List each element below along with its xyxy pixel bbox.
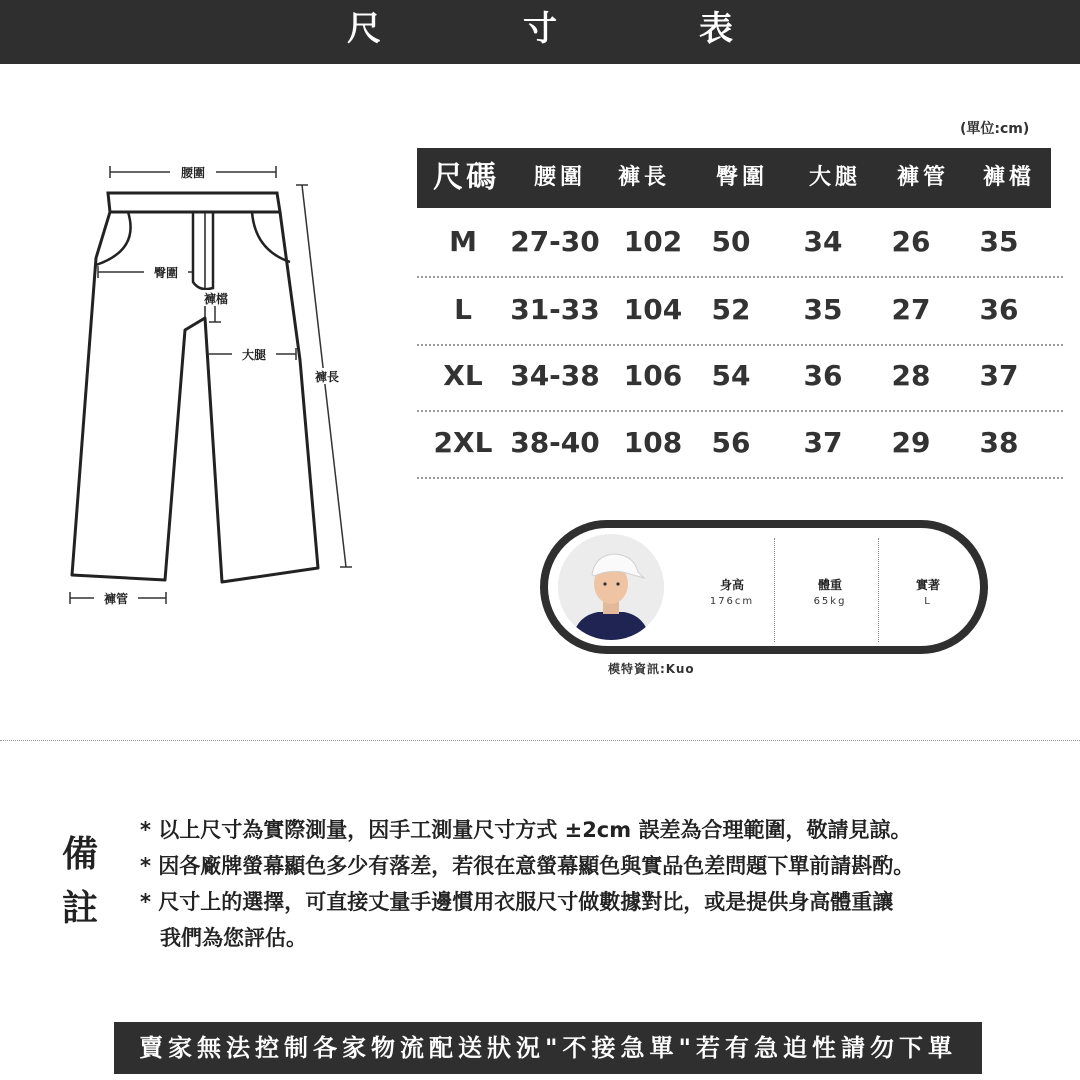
wearing-value: L [924, 596, 932, 607]
pants-outline [72, 212, 318, 582]
header-rise: 褲檔 [982, 165, 1035, 190]
cell-size: L [454, 293, 472, 326]
rise-label: 褲檔 [203, 292, 229, 306]
table-row [417, 210, 1063, 278]
cell-rise: 35 [979, 225, 1019, 258]
cell-length: 108 [623, 426, 683, 459]
cell-thigh: 35 [803, 293, 843, 326]
thigh-label: 大腿 [241, 348, 267, 362]
pants-diagram [0, 150, 400, 620]
pants-waistband [108, 193, 280, 212]
table-row [417, 411, 1063, 479]
notes-label-line2: 註 [62, 888, 99, 929]
cell-rise: 38 [979, 426, 1019, 459]
wearing-info [878, 534, 978, 646]
size-table-header [417, 148, 1051, 208]
cell-hem: 27 [891, 293, 931, 326]
footer-notice: 賣家無法控制各家物流配送狀況"不接急單"若有急迫性請勿下單 [138, 1034, 957, 1062]
cell-waist: 38-40 [510, 426, 600, 459]
cell-hip: 54 [711, 359, 751, 392]
cell-size: 2XL [433, 426, 493, 459]
cell-length: 104 [623, 293, 683, 326]
header-size: 尺碼 [433, 160, 499, 195]
unit-label: (單位:cm) [960, 121, 1030, 137]
weight-label: 體重 [817, 578, 842, 592]
model-info-card [540, 520, 988, 654]
note-item-continued: 我們為您評估。 [160, 926, 307, 950]
footer-notice-bar [114, 1022, 982, 1074]
height-value: 176cm [709, 596, 755, 607]
cell-length: 106 [623, 359, 683, 392]
wearing-label: 實著 [915, 578, 940, 592]
height-info [682, 534, 782, 646]
cell-thigh: 36 [803, 359, 843, 392]
header-bar [0, 0, 1080, 64]
cell-waist: 31-33 [510, 293, 600, 326]
cell-hem: 26 [891, 225, 931, 258]
hem-label: 褲管 [103, 592, 129, 606]
table-row [417, 344, 1063, 412]
cell-length: 102 [623, 225, 683, 258]
header-hem: 褲管 [896, 165, 949, 190]
height-label: 身高 [719, 578, 744, 592]
header-waist: 腰圍 [533, 165, 586, 190]
cell-rise: 36 [979, 293, 1019, 326]
model-caption: 模特資訊:Kuo [608, 662, 695, 676]
table-row [417, 278, 1063, 346]
cell-hem: 29 [891, 426, 931, 459]
header-length: 褲長 [617, 165, 670, 190]
cell-hip: 50 [711, 225, 751, 258]
section-divider [0, 740, 1080, 741]
cell-waist: 27-30 [510, 225, 600, 258]
cell-hip: 52 [711, 293, 751, 326]
note-item: * 以上尺寸為實際測量，因手工測量尺寸方式 ±2cm 誤差為合理範圍，敬請見諒。 [140, 818, 912, 842]
model-photo [558, 534, 664, 640]
cell-hem: 28 [891, 359, 931, 392]
header-thigh: 大腿 [808, 165, 861, 190]
cell-size: M [449, 225, 477, 258]
header-hip: 臀圍 [715, 165, 768, 190]
cell-thigh: 37 [803, 426, 843, 459]
cell-size: XL [443, 359, 483, 392]
weight-info [780, 534, 880, 646]
cell-thigh: 34 [803, 225, 843, 258]
cell-hip: 56 [711, 426, 751, 459]
note-item: * 尺寸上的選擇，可直接丈量手邊慣用衣服尺寸做數據對比，或是提供身高體重讓 [140, 890, 894, 914]
note-item: * 因各廠牌螢幕顯色多少有落差，若很在意螢幕顯色與實品色差問題下單前請斟酌。 [140, 854, 915, 878]
length-label: 褲長 [314, 370, 340, 384]
hip-label: 臀圍 [153, 266, 179, 280]
weight-value: 65kg [813, 596, 847, 607]
page-title: 尺 寸 表 [347, 9, 787, 49]
notes-label [62, 828, 102, 936]
waist-label: 腰圍 [180, 166, 206, 180]
notes-label-line1: 備 [62, 834, 99, 875]
cell-waist: 34-38 [510, 359, 600, 392]
cell-rise: 37 [979, 359, 1019, 392]
